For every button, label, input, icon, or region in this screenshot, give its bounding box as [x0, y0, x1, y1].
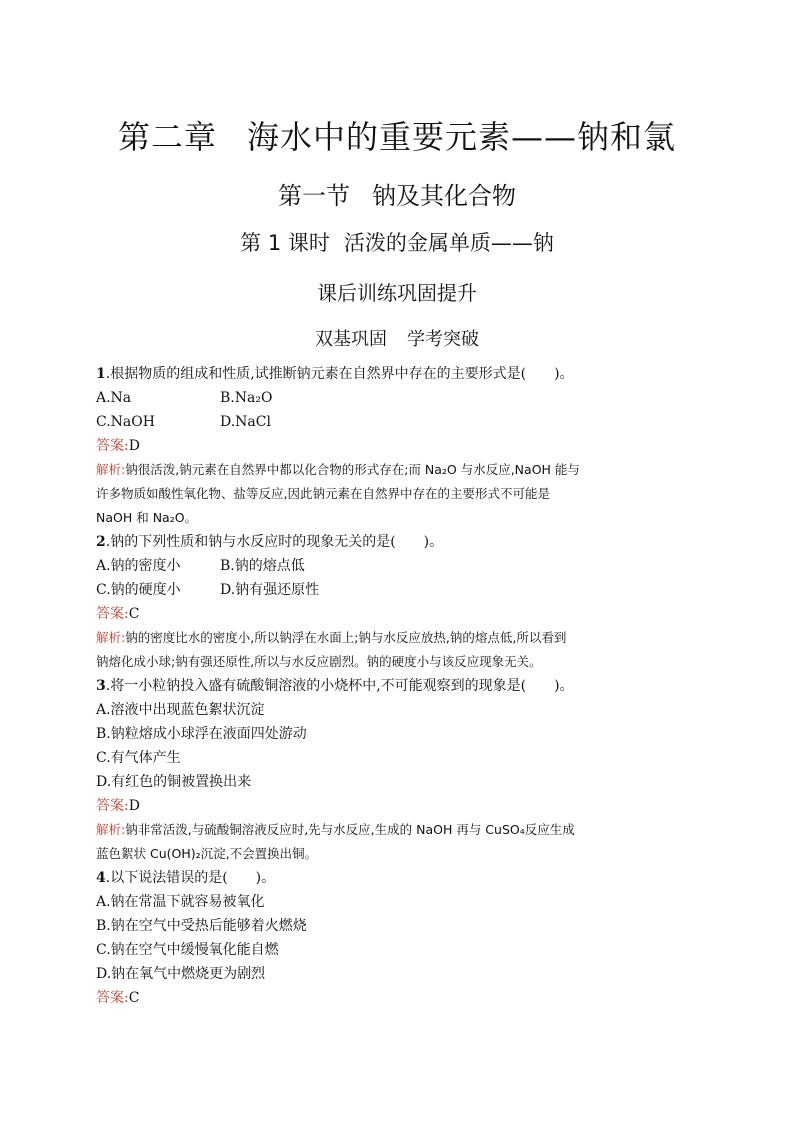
option: C.NaOH — [96, 414, 155, 430]
option: B.钠的熔点低 — [220, 558, 305, 574]
option: C.钠的硬度小 — [96, 582, 181, 598]
option: A.钠的密度小 — [96, 558, 181, 574]
question-list — [96, 362, 706, 1010]
option: D.有红色的铜被置换出来 — [96, 774, 252, 790]
option: A.钠在常温下就容易被氧化 — [96, 894, 265, 910]
answer-value: D — [128, 798, 140, 814]
option: C.有气体产生 — [96, 750, 181, 766]
option-row — [96, 386, 706, 410]
option-row — [96, 554, 706, 578]
part-left: 双基巩固 — [315, 329, 387, 350]
lesson-label: 第 1 课时 — [240, 231, 330, 255]
answer-label: 答案: — [96, 606, 129, 622]
question-stem: 1.根据物质的组成和性质,试推断钠元素在自然界中存在的主要形式是( )。 — [96, 366, 574, 382]
analysis-text: 钠很活泼,钠元素在自然界中都以化合物的形式存在;而 Na₂O 与水反应,NaOH 能与 — [125, 462, 580, 477]
analysis-block — [96, 818, 706, 866]
answer-line — [96, 602, 706, 626]
option: D.钠在氧气中燃烧更为剧烈 — [96, 966, 266, 982]
question-stem: 2.钠的下列性质和钠与水反应时的现象无关的是( )。 — [96, 534, 444, 550]
answer-line — [96, 794, 706, 818]
section-heading — [0, 176, 794, 211]
analysis-text: 许多物质如酸性氧化物、盐等反应,因此钠元素在自然界中存在的主要形式不可能是 — [96, 486, 550, 501]
analysis-block — [96, 626, 706, 674]
answer-value: D — [128, 438, 140, 454]
analysis-text: 蓝色絮状 Cu(OH)₂沉淀,不会置换出铜。 — [96, 846, 318, 861]
answer-label: 答案: — [96, 798, 129, 814]
option: B.钠在空气中受热后能够着火燃烧 — [96, 918, 307, 934]
part-heading — [0, 325, 794, 351]
chapter-heading — [0, 112, 794, 158]
analysis-text: NaOH 和 Na₂O。 — [96, 510, 198, 525]
section-title: 钠及其化合物 — [372, 182, 516, 210]
option: D.钠有强还原性 — [220, 582, 320, 598]
chapter-label: 第二章 — [117, 118, 217, 156]
answer-line — [96, 434, 706, 458]
chapter-title: 海水中的重要元素——钠和氯 — [247, 118, 677, 156]
option: B.Na₂O — [220, 390, 273, 406]
analysis-label: 解析: — [96, 630, 126, 645]
practice-subtitle: 课后训练巩固提升 — [317, 281, 477, 305]
answer-line — [96, 986, 706, 1010]
option-row — [96, 410, 706, 434]
part-right: 学考突破 — [407, 329, 479, 350]
answer-label: 答案: — [96, 990, 129, 1006]
analysis-text: 钠熔化成小球;钠有强还原性,所以与水反应剧烈。钠的硬度小与该反应现象无关。 — [96, 654, 542, 669]
question-stem: 3.将一小粒钠投入盛有硫酸铜溶液的小烧杯中,不可能观察到的现象是( )。 — [96, 678, 574, 694]
lesson-title: 活泼的金属单质——钠 — [343, 231, 554, 255]
analysis-text: 钠的密度比水的密度小,所以钠浮在水面上;钠与水反应放热,钠的熔点低,所以看到 — [125, 630, 567, 645]
analysis-text: 钠非常活泼,与硫酸铜溶液反应时,先与水反应,生成的 NaOH 再与 CuSO₄反应生成 — [125, 822, 575, 837]
section-label: 第一节 — [278, 182, 350, 210]
answer-value: C — [128, 990, 140, 1006]
option: B.钠粒熔成小球浮在液面四处游动 — [96, 726, 307, 742]
option-row — [96, 578, 706, 602]
option: C.钠在空气中缓慢氧化能自燃 — [96, 942, 279, 958]
answer-label: 答案: — [96, 438, 129, 454]
option: A.溶液中出现蓝色絮状沉淀 — [96, 702, 265, 718]
analysis-block — [96, 458, 706, 530]
question-stem: 4.以下说法错误的是( )。 — [96, 870, 276, 886]
analysis-label: 解析: — [96, 462, 126, 477]
option: D.NaCl — [220, 414, 271, 430]
lesson-heading — [0, 227, 794, 257]
option: A.Na — [96, 390, 132, 406]
answer-value: C — [128, 606, 140, 622]
analysis-label: 解析: — [96, 822, 126, 837]
